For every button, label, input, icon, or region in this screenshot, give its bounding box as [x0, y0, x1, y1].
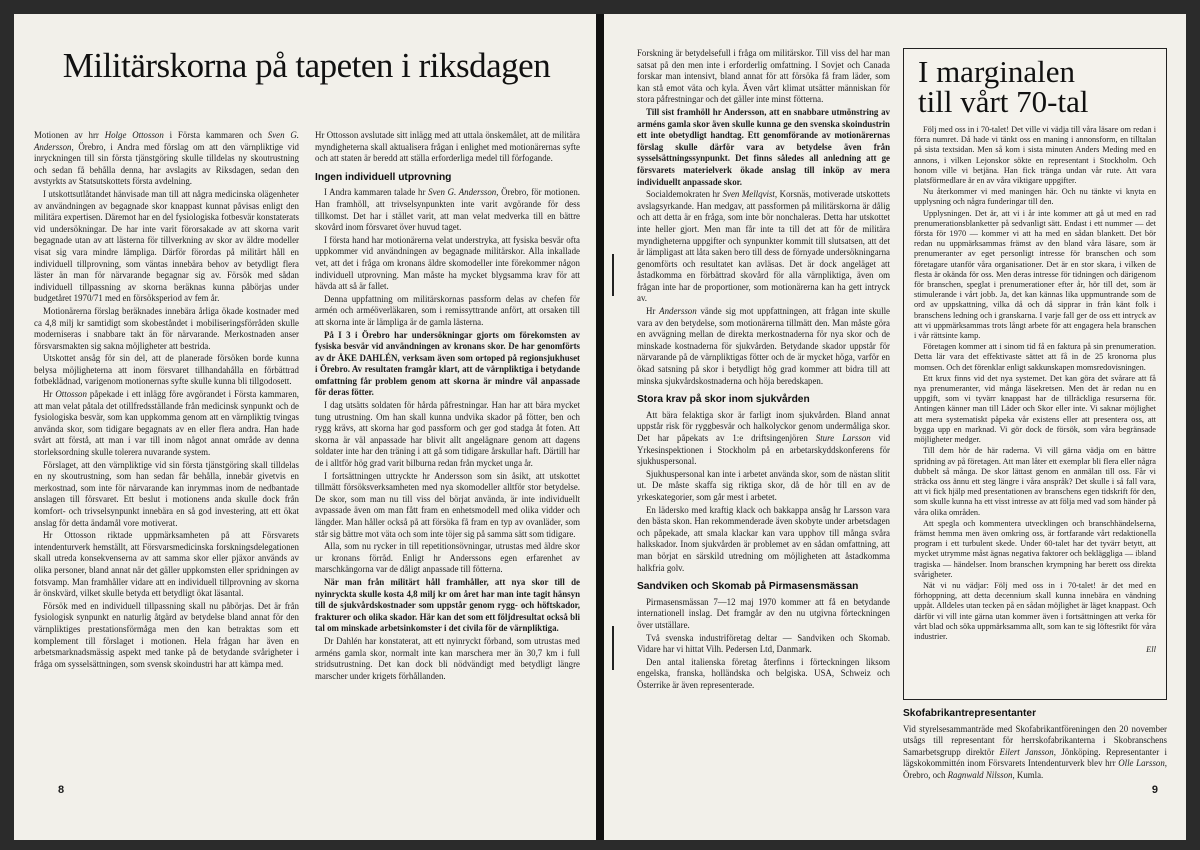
right-column-2-bottom — [903, 708, 1167, 783]
right-page — [604, 14, 1186, 840]
box-title-line-2: till vårt 70-tal — [918, 84, 1089, 119]
paragraph: Denna uppfattning om militärskornas passform delas av chefen för armén och arméöverläkaren, som i remissyttrande anfört, att orsaken till att skorna inte är lämpliga är de gamla lästerna. — [315, 293, 580, 327]
paragraph: Hr Ottosson riktade uppmärksamheten på att Försvarets intendenturverk hemställt, att Försvarsmedicinska forskningsdelegationen skall utreda konsekvenserna av att samma skor eller pjäxor används av olika personer, bland annat när det gäller uppkomsten eller spridningen av fotsvamp. Man framhåller vidare att en individuell tillprovning av skorna är önskvärd, vilket skulle betyda ett betydligt ökat läsantal. — [34, 530, 299, 599]
page-number-right: 9 — [1151, 784, 1158, 796]
paragraph: Forskning är betydelsefull i fråga om militärskor. Till viss del har man satsat på den men inte i erforderlig omfattning. I Sovjet och Canada forskar man intensivt, bland annat för att försöka få fram läder, som kan stå emot väta och kyla. Även vårt klimat utsätter människan för stora påfrestningar och det gäller inte minst fötterna. — [637, 48, 890, 105]
box-title — [918, 54, 1156, 119]
italic-name: Andersson — [659, 306, 697, 317]
paragraph: Försök med en individuell tillpassning skall nu påbörjas. Det är från fysiologisk synpunkt en naturlig åtgärd av betydelse bland annat för den värnpliktiges prestationsförmåga men den kan betraktas som ett komplement till förslaget i motionen. Hela frågan har även en arbetsmarknadsmässig aspekt med tanke på de betydande svårigheter i fråga om sysselsättningen, som svensk skoindustri har att kämpa med. — [34, 600, 299, 669]
left-page — [14, 14, 596, 840]
bold-paragraph-dahlen: På I 3 i Örebro har undersökningar gjorts om förekomsten av fysiska besvär vid användningen av kronans skor. De har genomförts av dr ÅKE DAHLÉN, verksam även som ortoped på regionsjukhuset i Örebro. Av resultaten framgår klart, att de värnpliktiga i betydande omfattning får problem genom att skorna är mindre väl anpassade för deras fötter. — [315, 329, 580, 398]
subheading-ingen-individuell: Ingen individuell utprovning — [315, 171, 452, 183]
paragraph: Utskottet ansåg för sin del, att de planerade försöken borde kunna belysa möjligheterna att inom försvaret tillhandahålla en förbättrad fotbeklädnad, varigenom motionernas syfte skulle kunna bli tillgodosett. — [34, 353, 299, 387]
paragraph: I dag utsätts soldaten för hårda påfrestningar. Han har att bära mycket tung utrustning. Om han skall kunna undvika skador på fötter, ben och rygg krävs, att skorna har god passform och ger god stadga åt foten. Att skorna är väl anpassade har blivit allt angelägnare genom att dagens soldater inte har den träning i att gå som tidigare årskullar haft. Därtill har de i alltför hög grad varit bilburna redan från mycket unga år. — [315, 400, 580, 469]
italic-name: Ottosson — [55, 389, 87, 400]
bold-paragraph-andersson: Till sist framhöll hr Andersson, att en snabbare utmönstring av arméns gamla skor även skulle kunna ge den svenska skoindustrin ett inte obetydligt handtag. Ett genomförande av motionärernas förslag skulle därför vara av betydelse även från sysselsättningssynpunkt. Det finns således all anledning att ge försvarets materielverk ökade anslag till inköp av mera individuellt anpassade skor. — [637, 106, 890, 187]
paragraph: Sjukhuspersonal kan inte i arbetet använda skor, som de nästan slitit ut. De måste skaffa sig riktiga skor, då de hör till en av de yrkeskategorier, som går mest i arbetet. — [637, 468, 890, 502]
italic-name: Sture Larsson — [815, 433, 871, 443]
italic-name: Holge Ottosson — [104, 130, 164, 140]
paragraph: I första hand har motionärerna velat understryka, att fysiska besvär ofta uppkommer vid användningen av begagnade militärskor. Alla inkallade vet, att det i fråga om kronans äldre skomodeller inte förekommer någon individuell utprovning. Man måste ha mycket blygsamma krav för att hävda att så är fallet. — [315, 234, 580, 292]
paragraph: Förslaget, att den värnpliktige vid sin första tjänstgöring skall tilldelas en ny skoutrustning, som han sedan får behålla, innebär givetvis en merkostnad, som inte för närvarande kan inrymmas inom de nedbantade anslagen till försvaret. Ett beslut i motionens anda skulle dock från komfort- och trivselsynpunkt innebära en så god investering, att ett ökat anslag för detta ändamål vore motiverat. — [34, 459, 299, 528]
paragraph: Att bära felaktiga skor är farligt inom sjukvården. Bland annat uppstår risk för ryggbesvär och halkolyckor genom undermåliga skor. Det har påpekats av 1:e driftsingenjören Sture Larsson vid Yrkesinspektionen i Stockholm på en arbetarskyddskonferens för sjukhuspersonal. — [637, 409, 891, 467]
box-paragraph: Företagen kommer att i sinom tid få en faktura på sin prenumeration. Detta lär vara det effektivaste sättet att få in de 25 kronorna plus momsen. Och det förenklar enligt sakkunskapen momsredovisningen. — [914, 342, 1156, 372]
paragraph: I utskottsutlåtandet hänvisade man till att några medicinska olägenheter av användningen av begagnade skor knappast kunnat påvisas enligt den militära expertisen. Däremot har en del fysiologiska fotbesvär konstaterats vid undersökningar. De har inte varit förorsakade av att skorna varit begagnade utan av att lästerna för tillverkning av skor av äldre modeller visat sig vara mindre lämpliga. Därför förordas på militärt håll en individuell tillprovning, som väntas innebära behov av betydligt flera läster än man för närvarande begagnar sig av. Försök med sådan individuell tillpassning av skorna beräknas kunna påbörjas under budgetåret 1970/71 med en försöksperiod av fem år. — [34, 188, 299, 304]
article-title: Militärskorna på tapeten i riksdagen — [62, 46, 551, 85]
left-column-1 — [34, 130, 299, 671]
ink-mark — [612, 626, 614, 670]
paragraph: Den antal italienska företag återfinns i förteckningen liksom engelska, franska, holländska och belgiska. USA, Schweiz och Österrike är även representerade. — [637, 656, 890, 690]
right-column-1 — [637, 48, 890, 692]
paragraph: Pirmasensmässan 7—12 maj 1970 kommer att få en betydande internationell inslag. Det framgår av den nu utgivna förteckningen över utställare. — [637, 596, 890, 630]
italic-name: Ragnwald Nilsson — [947, 769, 1013, 780]
italic-name: Sven G. Andersson — [428, 187, 497, 198]
box-paragraph: Upplysningen. Det är, att vi i år inte kommer att gå ut med en rad prenumerationsblanketter på sedvanligt sätt. Endast i ett nummer — det första för 1970 — kommer vi att ha med en sådan blankett. Det bör redan nu uppmärksammas främst av den bland våra läsare, som är prenumeranter av eget personligt intresse för branschen och som företagare utanför våra organisationer. Det är en stor skara, i vilken de flesta är okända för oss. Men deras intresse för tidningen och därigenom för branschen, speglat i prenumerationer efter år, hör till det, som är stimulerande i vårt jobb. Ja, det kan kännas lika uppmuntrande som de ord av uppskattning, vilka då och då sipprar in från känt folk i branschens ledning och i granskarna. I varje fall ger de oss ett intryck av att vi uppmärksammas trots långt arbete för att engagera hela branschen i vår rättsinte kamp. — [914, 208, 1156, 341]
box-title-line-1: I marginalen — [918, 54, 1075, 89]
paragraph: En lädersko med kraftig klack och bakkappa ansåg hr Larsson vara den bästa skon. Han rekommenderade även skobyte under arbetsdagen och påpekade, att smala klackar kan vara upphov till många svåra halkskador. Inom sjukvården är problemet av en sådan omfattning, att man börjat en särskild utredning om möjligheten att åstadkomma halkfria golv. — [637, 504, 890, 573]
paragraph: Hr Andersson vände sig mot uppfattningen, att frågan inte skulle vara av den betydelse, som motionärerna tillmätt den. Man måste göra en avvägning mellan de direkta merkostnaderna för nya skor och de minskade kostnaderna för sjukvården. Betydande skador uppstår för närvarande på de värnpliktigas fötter och de är mycket höga, varför en ökad satsning på skor i betydligt hög grad kommer att bidra till att minska sjukvårdskostnaderna och höja beredskapen. — [637, 306, 890, 386]
box-paragraph: Ett krux finns vid det nya systemet. Det kan göra det svårare att få nya prenumeranter, vid många läsekretsen. Men det är redan nu en uppgift, som vi tyvärr knappast har de tillräckliga resurserna för. Antingen känner man till Läder och Skor eller inte. Vi saknar möjlighet att mera systematiskt påpeka vår existens eller att presentera oss, att bygga upp en marknad. Vi gör dock de försök, som våra begränsade möjligheter medger. — [914, 373, 1156, 445]
box-paragraph: Följ med oss in i 70-talet! Det ville vi vädja till våra läsare om redan i förra numret. Då hade vi tänkt oss en maning i annonsform, en tilltalan på sista textsidan. Men så kom i sista minuten Anders Meding med en annons, i vilken Lejonskor sökte en representant i Stockholm. Och honom ville vi betjäna. Han fick tränga undan vår rute. Att vara platsförmedlare är en av våra viktigare uppgifter. — [914, 125, 1156, 186]
marginal-editorial-box — [903, 48, 1167, 700]
italic-name: Sven G. Andersson — [34, 130, 299, 152]
box-paragraph: Nät vi nu vädjar: Följ med oss in i 70-talet! är det med en förhoppning, att detta decennium skall kunna innebära en vändning uppåt. Alldeles utan tecken på en sådan möjlighet är läget knappast. Och därför vi vill inte gärna utan kommer även i fortsättningen att verka för vårt blad och söka uppmärksamma allt, som kan te sig löftesrikt för våra industrier. — [914, 580, 1156, 641]
italic-name: Sven Mellqvist — [722, 189, 775, 200]
paragraph: I fortsättningen uttryckte hr Andersson som sin åsikt, att utskottet tillmätt försöksverksamheten med nya skomodeller alltför stor betydelse. De skor, som man nu till viss del börjat använda, är inte individuellt avpassade även om man fått fram en enhetsmodell med olika vidder och längder. Man håller också på att försöka få fram en typ av ovanläder, som står sig bättre mot väta och som inte töjer sig på samma sätt som tidigare. — [315, 470, 580, 539]
subheading-sjukvarden: Stora krav på skor inom sjukvården — [637, 394, 810, 406]
subheading-pirmasens: Sandviken och Skomab på Pirmasensmässan — [637, 581, 859, 593]
paragraph: Två svenska industriföretag deltar — Sandviken och Skomab. Vidare har vi hittat Vilh. Pedersen Ltd, Danmark. — [637, 632, 890, 655]
paragraph: I Andra kammaren talade hr Sven G. Andersson, Örebro, för motionen. Han framhöll, att trivselsynpunkten inte varit avgörande för dess tillkomst. Det har i stället varit, att man velat medverka till en bättre skovård inom försvaret över huvud taget. — [315, 187, 580, 233]
magazine-spread — [14, 14, 1186, 840]
italic-name: Olle Larsson — [1118, 758, 1165, 769]
paragraph: Motionärerna förslag beräknades innebära årliga ökade kostnader med ca 4,8 milj kr samtidigt som skobeståndet i mobiliseringsförråden skulle moderniseras i snabbare takt än för närvarande. Merkostnaden anser försvarsmakten sig sakna möjligheter att bestrida. — [34, 305, 299, 351]
paragraph: Socialdemokraten hr Sven Mellqvist, Korsnäs, motiverade utskottets avslagsyrkande. Han medgav, att passformen på militärskorna är dålig och att detta är en fråga, som inte bör nonchaleras. Detta har utskottet inte heller gjort. Men man får inte ta till det att för de militära myndigheterna uppgifter och synpunkter kommit till slutsatsen, att det är lämpligast att låta saken bero till dess de förnyade undersökningarna genomförts och resultatet kan avläsas. Det är dock angeläget att åstadkomma en förbättrad skovård för alla värnpliktiga, även om frågan inte har de proportioner, som motionärerna kan ha gett intryck av. — [637, 189, 890, 304]
box-paragraph: Att spegla och kommentera utvecklingen och branschhändelserna, främst hemma men även omkring oss, är fortfarande vårt redaktionella program i ett turbulent skede. Under 60-talet har det tyvärr betytt, att mycket utrymme måst ägnas negativa faktorer och bekläggliga — ibland tragiska — händelser. Inom branschen krympning har berett oss direkta svårigheter. — [914, 518, 1156, 579]
left-column-2 — [315, 130, 580, 683]
paragraph: Vid styrelsesammanträde med Skofabrikantföreningen den 20 november utsågs till representant för herrskofabrikanterna i Skobranschens Samarbetsgrupp direktör Eilert Jansson, Jönköping. Representanter i lägskokommittén inom Försvarets Intendenturverk blev hrr Olle Larsson, Örebro, och Ragnwald Nilsson, Kumla. — [903, 723, 1168, 780]
page-number-left: 8 — [58, 784, 65, 796]
subheading-skofabrikant: Skofabrikantrepresentanter — [903, 708, 1037, 719]
box-signature: Ell — [1146, 644, 1156, 655]
bold-paragraph-costs: När man från militärt håll framhåller, att nya skor till de nyinryckta skulle kosta 4,8 milj kr om året har man inte tagit hänsyn till de sjukvårdskostnader som uppstår genom rygg- och höftskador, frakturer och olika skador. Här kan det som ett följdresultat också bli tal om minskade arbetsinkomster i det civila för de värnpliktiga. — [315, 576, 580, 634]
box-body — [914, 125, 1156, 642]
italic-name: Eilert Jansson — [999, 746, 1054, 757]
paragraph: Hr Ottosson avslutade sitt inlägg med att uttala önskemålet, att de militära myndigheterna skall aktualisera frågan i enlighet med motionärernas syfte och att staten är beredd att ställa erforderliga medel till förfogande. — [315, 130, 580, 164]
spread-gutter — [596, 14, 604, 840]
paragraph: Alla, som nu rycker in till repetitionsövningar, utrustas med äldre skor ur kronans förråd. Enligt hr Anderssons egen erfarenhet av marschkängorna var de dåligt anpassade till fötterna. — [315, 541, 580, 575]
box-paragraph: Nu återkommer vi med maningen här. Och nu tänkte vi knyta en upplysning och några funderingar till den. — [914, 187, 1156, 207]
ink-mark — [612, 254, 614, 296]
box-paragraph: Till dem hör de här raderna. Vi vill gärna vädja om en bättre spridning av på företagen. Att man låter ett exemplar bli flera eller några dubbelt så många. De skor lättast genom en anmälan till oss. Får vi sträcka oss ännu ett steg längre i våra anspråk? Det skulle i så fall vara, att vi fick hjälp med presentationen av branschens egen tidskrift för den, som skulle kunna ha ett visst intresse av att följa med vad som händer på våra olika områden. — [914, 446, 1156, 517]
paragraph: Hr Ottosson påpekade i ett inlägg före avgörandet i Första kammaren, att man velat påtala det otillfredsställande från medicinsk synpunkt och de fysiologiska besvär, som kan uppkomma genom att en värnpliktig tvingas använda skor, som tidigare begagnats av en eller flera andra. Han hade svårt att förstå, att man i var till inom något annat område av denna storleksordning skulle tolerera nuvarande system. — [34, 389, 299, 458]
paragraph: Dr Dahlén har konstaterat, att ett nyinryckt förband, som utrustas med arméns gamla skor, normalt inte kan marschera mer än 30,7 km i full stridsutrustning. Det kan dock bli nödvändigt med betydligt längre marscher under krigets förhållanden. — [315, 635, 580, 681]
paragraph: Motionen av hrr Holge Ottosson i Första kammaren och Sven G. Andersson, Örebro, i Andra med förslag om att den värnpliktige vid inryckningen till sin första tjänstgöring skulle tilldelas ny skoutrustning och sedan få behålla denna, har avslagits av Riksdagen, sedan den avstyrkts av Statsutskottets första avdelning. — [34, 130, 299, 187]
